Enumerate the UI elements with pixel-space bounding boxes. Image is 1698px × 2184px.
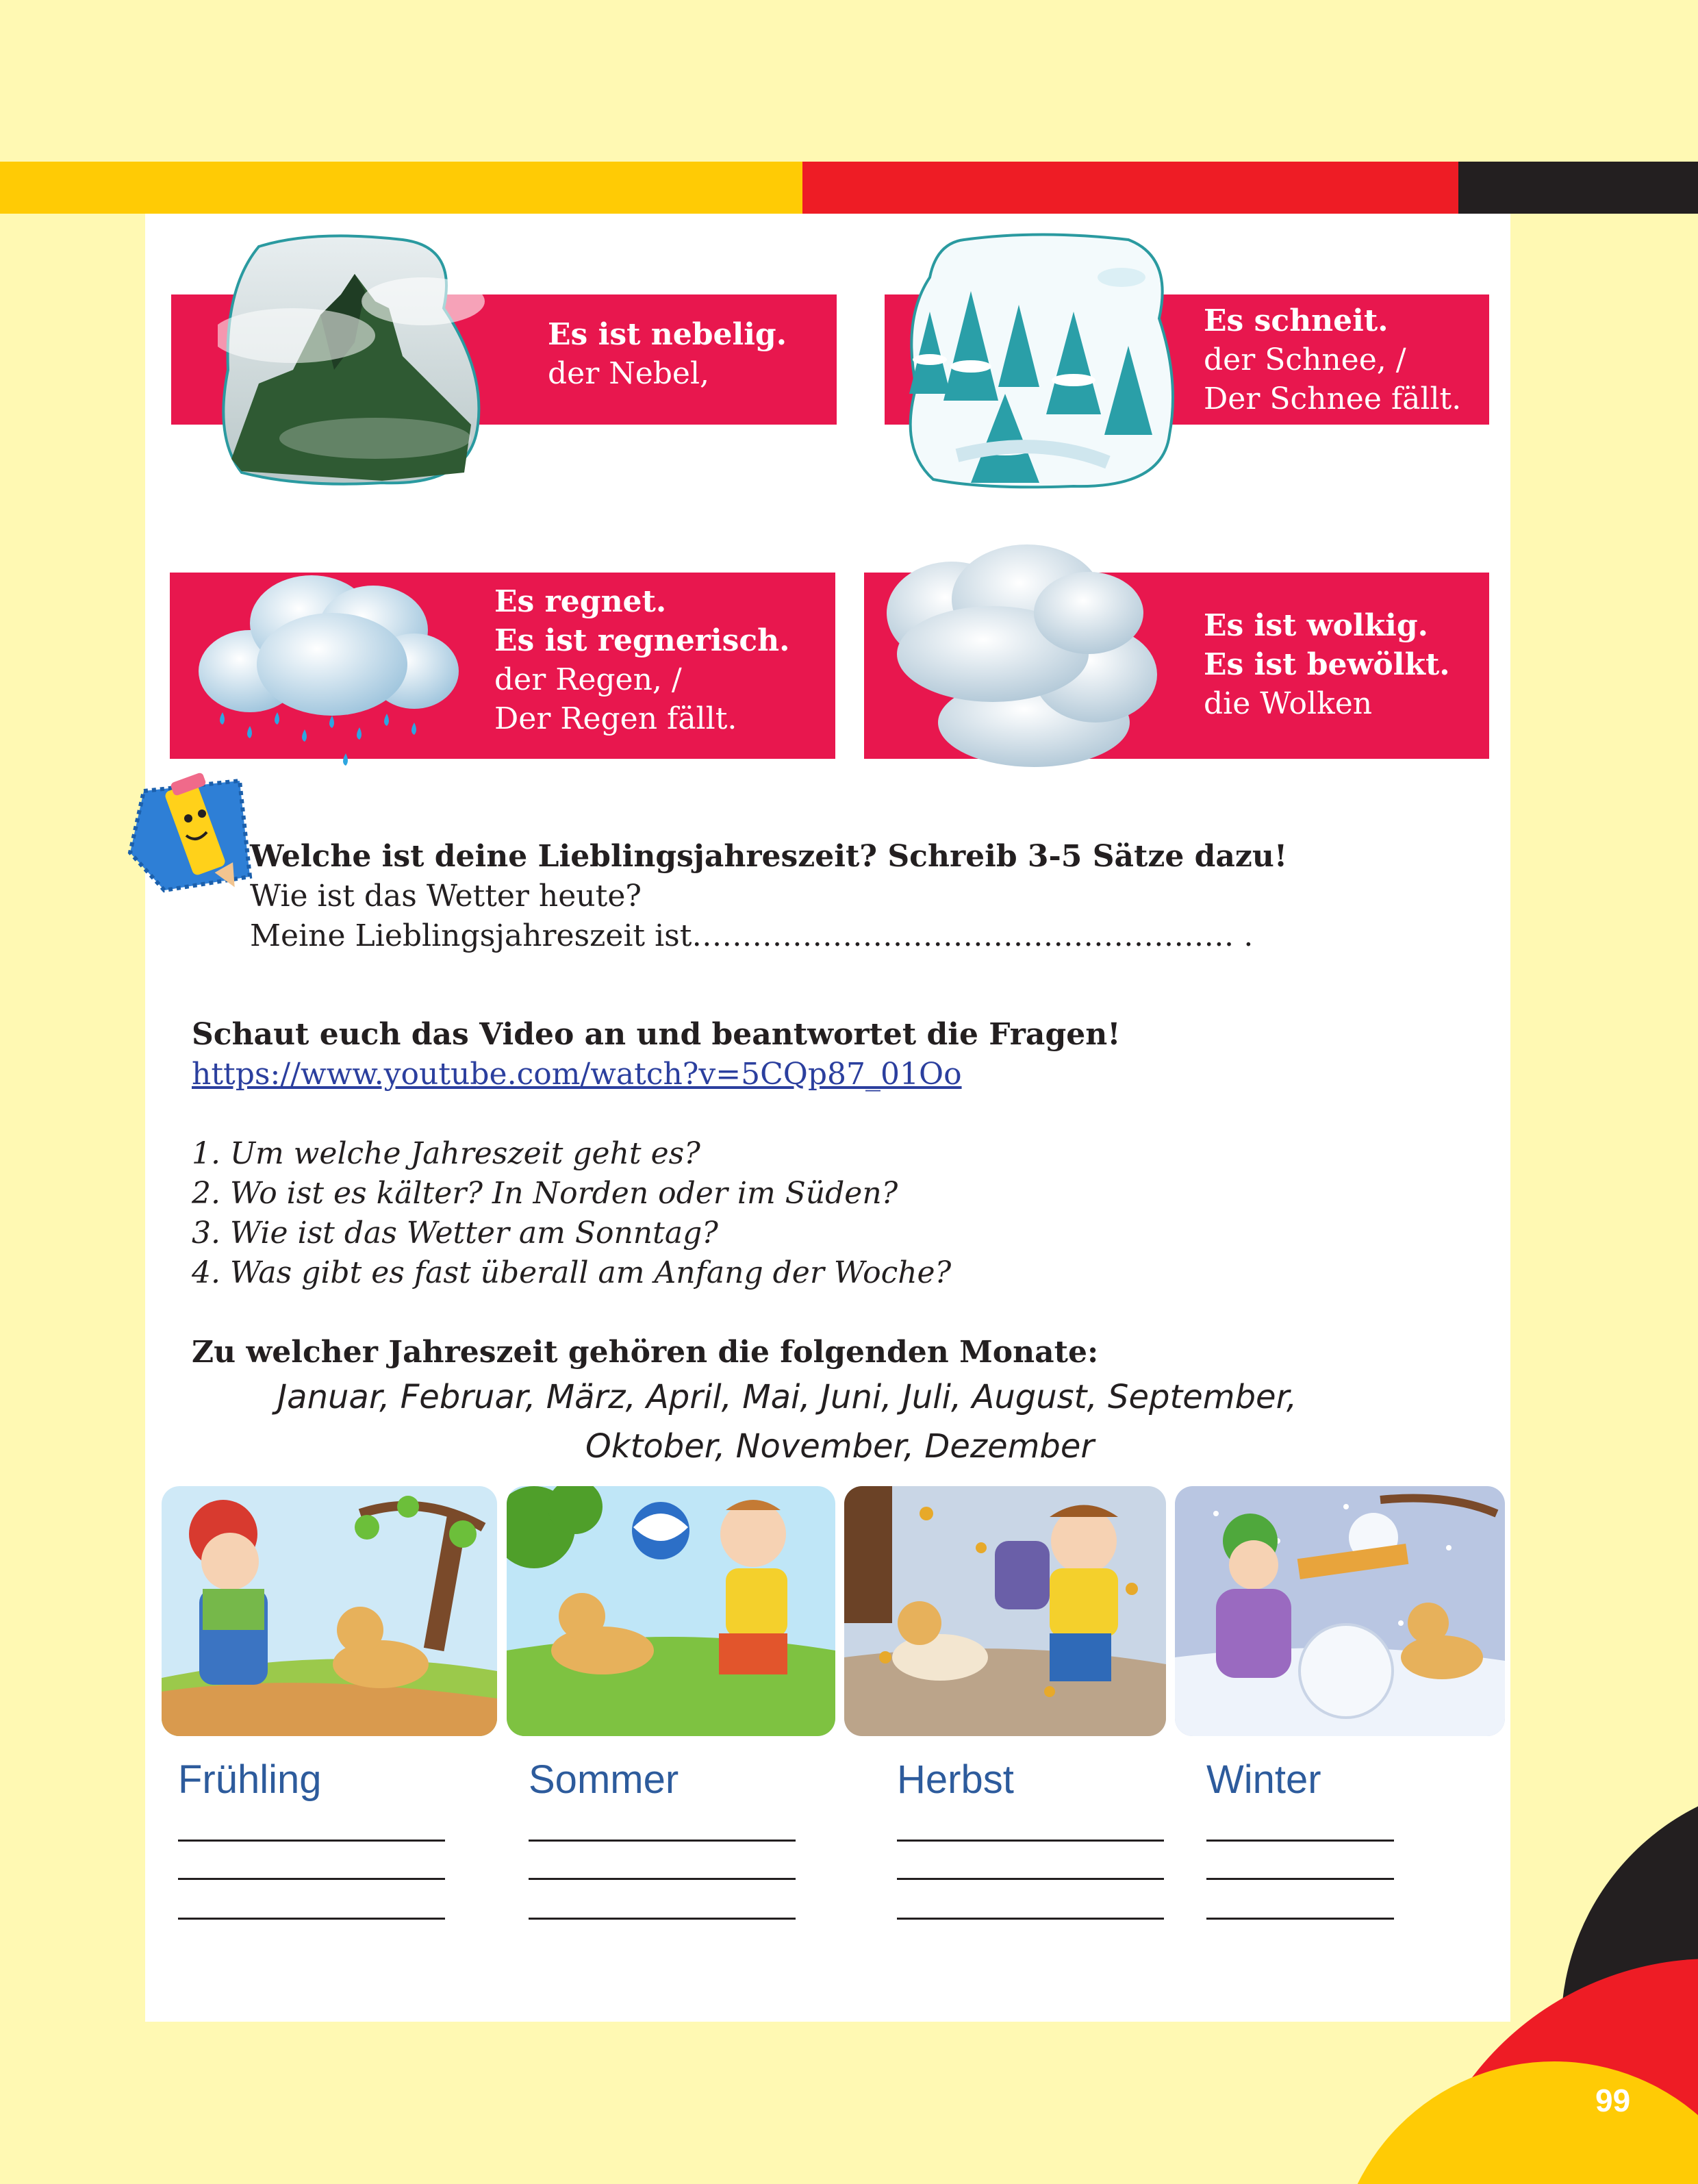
snow-vocab-1: der Schnee, / xyxy=(1204,342,1406,377)
autumn-scene-image xyxy=(844,1486,1166,1736)
snow-vocab-2: Der Schnee fällt. xyxy=(1204,381,1462,416)
answer-line-spring-2[interactable] xyxy=(178,1878,445,1880)
question-3: 3. Wie ist das Wetter am Sonntag? xyxy=(192,1216,718,1251)
answer-line-summer-1[interactable] xyxy=(529,1840,796,1842)
video-link[interactable]: https://www.youtube.com/watch?v=5CQp87_01Oo xyxy=(192,1057,962,1092)
summer-scene-image xyxy=(507,1486,835,1736)
snow-forest-image xyxy=(902,229,1180,493)
answer-line-winter-2[interactable] xyxy=(1206,1878,1394,1880)
question-2: 2. Wo ist es kälter? In Norden oder im Süden? xyxy=(192,1176,898,1211)
page-number: 99 xyxy=(1595,2083,1631,2118)
months-task-heading: Zu welcher Jahreszeit gehören die folgenden Monate: xyxy=(192,1335,1099,1370)
fog-mountain-image xyxy=(218,233,492,493)
answer-line-winter-3[interactable] xyxy=(1206,1918,1394,1920)
video-task-heading: Schaut euch das Video an und beantwortet die Fragen! xyxy=(192,1017,1121,1052)
season-label-spring: Frühling xyxy=(178,1757,322,1802)
season-label-summer: Sommer xyxy=(529,1757,679,1802)
clouds-text xyxy=(1204,606,1450,723)
rain-text xyxy=(494,582,789,738)
question-1: 1. Um welche Jahreszeit geht es? xyxy=(192,1136,700,1171)
months-line-2: Oktober, November, Dezember xyxy=(585,1427,1095,1466)
snow-text xyxy=(1204,301,1461,418)
rain-vocab-1: der Regen, / xyxy=(494,662,682,697)
writing-task-line-1: Wie ist das Wetter heute? xyxy=(250,879,642,914)
answer-line-winter-1[interactable] xyxy=(1206,1840,1394,1842)
writing-task-heading: Welche ist deine Lieblingsjahreszeit? Schreib 3-5 Sätze dazu! xyxy=(250,839,1288,874)
fog-text xyxy=(548,315,787,393)
clouds-sentence-1: Es ist wolkig. xyxy=(1204,608,1428,643)
season-label-autumn: Herbst xyxy=(897,1757,1014,1802)
answer-line-autumn-3[interactable] xyxy=(897,1918,1164,1920)
answer-line-autumn-1[interactable] xyxy=(897,1840,1164,1842)
clouds-sentence-2: Es ist bewölkt. xyxy=(1204,647,1450,682)
season-label-winter: Winter xyxy=(1206,1757,1321,1802)
answer-line-summer-3[interactable] xyxy=(529,1918,796,1920)
answer-line-spring-3[interactable] xyxy=(178,1918,445,1920)
pencil-mascot-icon xyxy=(123,770,253,901)
winter-scene-image xyxy=(1175,1486,1505,1736)
fog-sentence: Es ist nebelig. xyxy=(548,317,787,352)
answer-line-summer-2[interactable] xyxy=(529,1878,796,1880)
rain-vocab-2: Der Regen fällt. xyxy=(494,701,737,736)
answer-line-spring-1[interactable] xyxy=(178,1840,445,1842)
answer-line-autumn-2[interactable] xyxy=(897,1878,1164,1880)
rain-sentence-1: Es regnet. xyxy=(494,584,667,619)
clouds-vocab: die Wolken xyxy=(1204,686,1373,721)
months-line-1: Januar, Februar, März, April, Mai, Juni, Juli, August, September, xyxy=(277,1378,1297,1416)
rain-cloud-icon xyxy=(195,568,469,781)
rain-sentence-2: Es ist regnerisch. xyxy=(494,623,790,658)
question-4: 4. Was gibt es fast überall am Anfang der Woche? xyxy=(192,1255,952,1290)
writing-task-line-2: Meine Lieblingsjahreszeit ist……………………………………………… . xyxy=(250,918,1254,953)
cloud-icon xyxy=(883,538,1171,774)
fog-vocab: der Nebel, xyxy=(548,356,710,391)
spring-scene-image xyxy=(162,1486,497,1736)
snow-sentence: Es schneit. xyxy=(1204,303,1389,338)
